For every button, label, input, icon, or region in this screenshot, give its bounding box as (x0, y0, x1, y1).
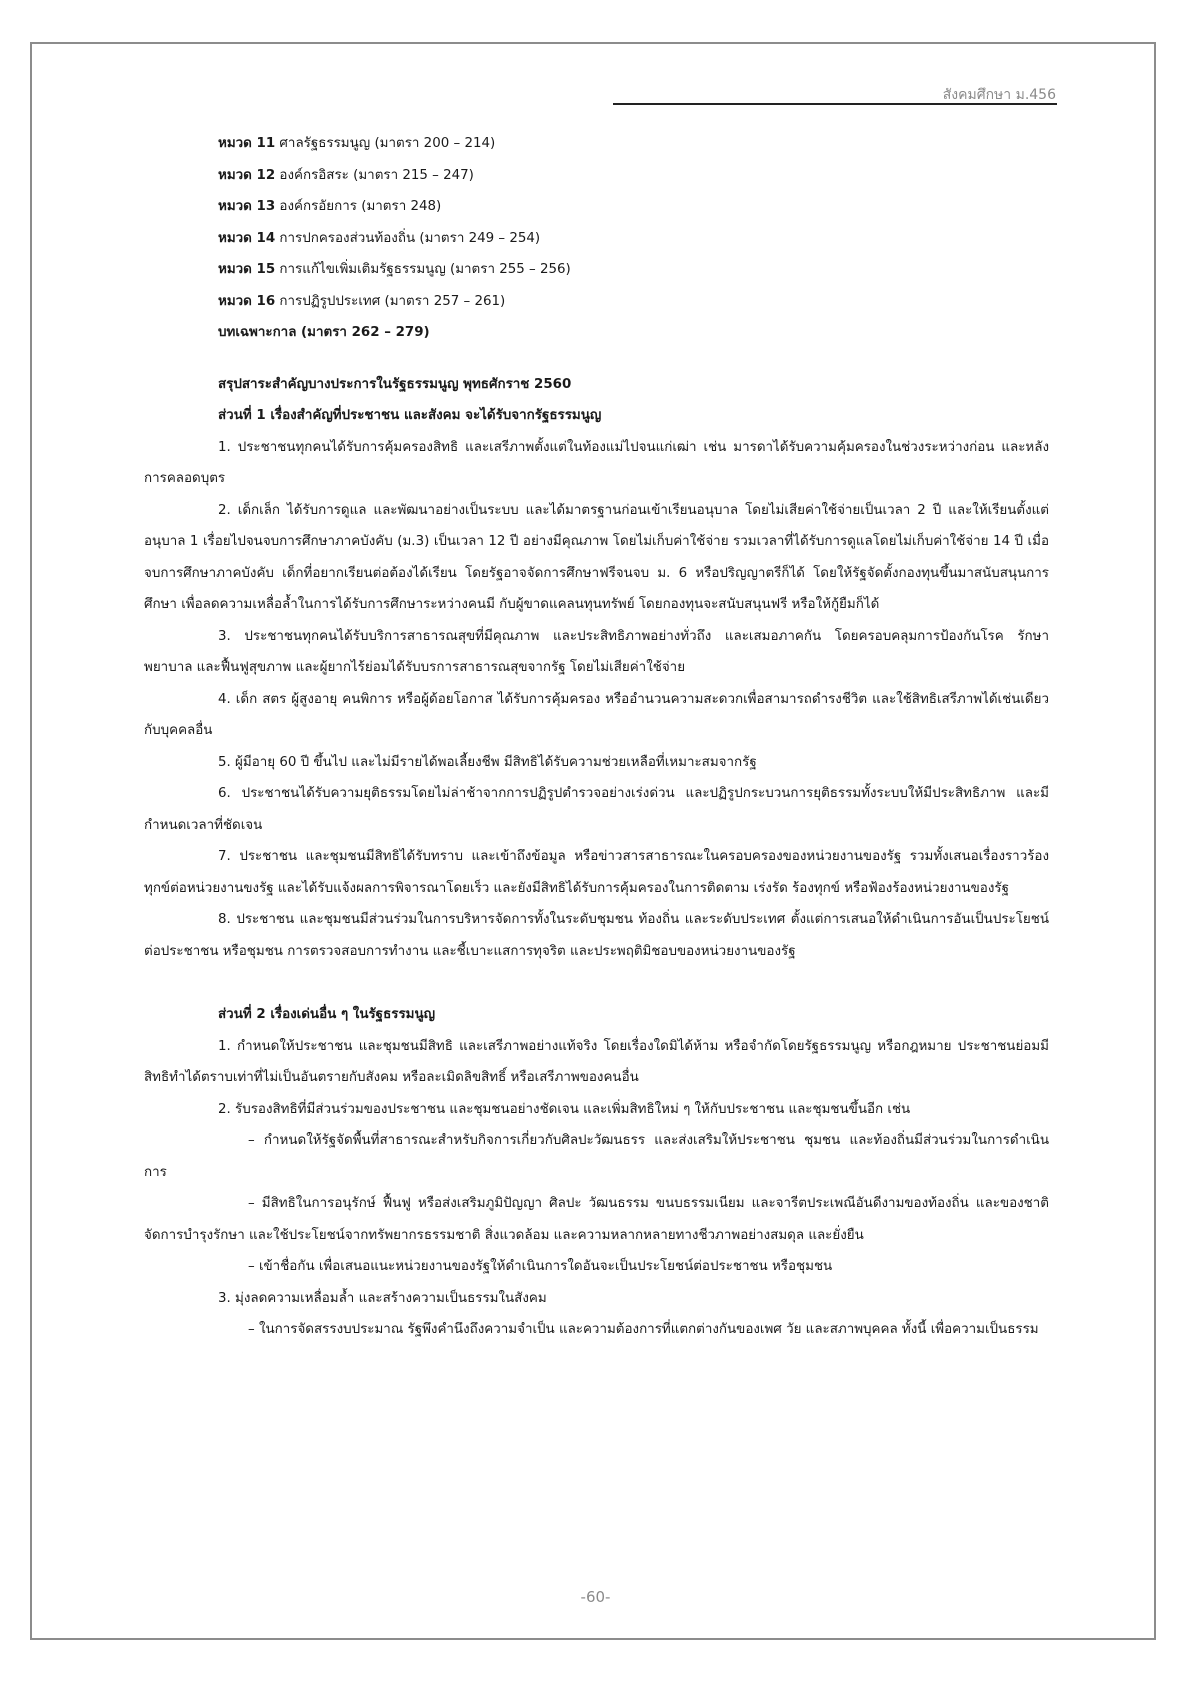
part2-item: 1. กำหนดให้ประชาชน และชุมชนมีสิทธิ และเสรีภาพอย่างแท้จริง โดยเรื่องใดมิได้ห้าม หรือจำกัดโดยรัฐธรรมนูญ หรือกฎหมาย ประชาชนย่อมมีสิทธิทำได้ตราบเท่าที่ไม่เป็นอันตรายกับสังคม หรือละเมิดลิขสิทธิ์ หรือเสรีภาพของคนอื่น (144, 1038, 1049, 1085)
part1-item: 2. เด็กเล็ก ได้รับการดูแล และพัฒนาอย่างเป็นระบบ และได้มาตรฐานก่อนเข้าเรียนอนุบาล โดยไม่เสียค่าใช้จ่ายเป็นเวลา 2 ปี และให้เรียนตั้งแต่อนุบาล 1 เรื่อยไปจนจบการศึกษาภาคบังคับ (ม.3) เป็นเวลา 12 ปี อย่างมีคุณภาพ โดยไม่เก็บค่าใช้จ่าย รวมเวลาที่ได้รับการดูแลโดยไม่เก็บค่าใช้จ่าย 14 ปี เมื่อจบการศึกษาภาคบังคับ เด็กที่อยากเรียนต่อต้องได้เรียน โดยรัฐอาจจัดการศึกษาฟรีจนจบ ม. 6 หรือปริญญาตรีก็ได้ โดยให้รัฐจัดตั้งกองทุนขึ้นมาสนับสนุนการศึกษา เพื่อลดความเหลื่อล้ำในการได้รับการศึกษาระหว่างคนมี กับผู้ขาดแคลนทุนทรัพย์ โดยกองทุนจะสนับสนุนฟรี หรือให้กู้ยืมก็ได้ (144, 502, 1049, 612)
part2-subitem: – กำหนดให้รัฐจัดพื้นที่สาธารณะสำหรับกิจการเกี่ยวกับศิลปะวัฒนธรร และส่งเสริมให้ประชาชน ชุมชน และท้องถิ่นมีส่วนร่วมในการดำเนินการ (144, 1133, 1049, 1180)
transitory-provisions: บทเฉพาะกาล (มาตรา 262 – 279) (218, 325, 430, 340)
header-rule (613, 103, 1057, 105)
part2-subitem: – ในการจัดสรรงบประมาณ รัฐพึงคำนึงถึงความจำเป็น และความต้องการที่แตกต่างกันของเพศ วัย และสภาพบุคคล ทั้งนี้ เพื่อความเป็นธรรม (248, 1322, 1039, 1337)
chapter-text: องค์กรอัยการ (มาตรา 248) (275, 199, 442, 214)
chapter-label: หมวด 12 (218, 167, 276, 183)
summary-title: สรุปสาระสำคัญบางประการในรัฐธรรมนูญ พุทธศักราช 2560 (218, 376, 572, 392)
part1-item: 3. ประชาชนทุกคนได้รับบริการสาธารณสุขที่มีคุณภาพ และประสิทธิภาพอย่างทั่วถึง และเสมอภาคกัน โดยครอบคลุมการป้องกันโรค รักษาพยาบาล และฟื้นฟูสุขภาพ และผู้ยากไร้ย่อมได้รับบรการสาธารณสุขจากรัฐ โดยไม่เสียค่าใช้จ่าย (144, 628, 1049, 675)
part1-item: 6. ประชาชนได้รับความยุติธรรมโดยไม่ล่าช้าจากการปฏิรูปตำรวจอย่างเร่งด่วน และปฏิรูปกระบวนการยุติธรรมทั้งระบบให้มีประสิทธิภาพ และมีกำหนดเวลาที่ชัดเจน (144, 786, 1049, 833)
chapter-line (144, 223, 1049, 255)
chapter-label: หมวด 16 (218, 293, 276, 309)
chapter-label: หมวด 13 (218, 199, 276, 214)
chapter-label: หมวด 11 (218, 136, 276, 151)
page-number: -60- (580, 1588, 611, 1606)
chapter-text: การปฏิรูปประเทศ (มาตรา 257 – 261) (275, 293, 506, 309)
part1-title: ส่วนที่ 1 เรื่องสำคัญที่ประชาชน และสังคม จะได้รับจากรัฐธรรมนูญ (218, 408, 602, 423)
part2-title: ส่วนที่ 2 เรื่องเด่นอื่น ๆ ในรัฐธรรมนูญ (218, 1007, 436, 1022)
chapter-text: องค์กรอิสระ (มาตรา 215 – 247) (275, 167, 474, 183)
part2-item: 2. รับรองสิทธิที่มีส่วนร่วมของประชาชน และชุมชนอย่างชัดเจน และเพิ่มสิทธิใหม่ ๆ ให้กับประชาชน และชุมชนขึ้นอีก เช่น (218, 1101, 911, 1117)
part2-subitem: – เข้าชื่อกัน เพื่อเสนอแนะหน่วยงานของรัฐให้ดำเนินการใดอันจะเป็นประโยชน์ต่อประชาชน หรือชุมชน (248, 1259, 833, 1274)
part2-item: 3. มุ่งลดความเหลื่อมล้ำ และสร้างความเป็นธรรมในสังคม (218, 1290, 547, 1306)
part1-item: 8. ประชาชน และชุมชนมีส่วนร่วมในการบริหารจัดการทั้งในระดับชุมชน ท้องถิ่น และระดับประเทศ ตั้งแต่การเสนอให้ดำเนินการอันเป็นประโยชน์ต่อประชาชน หรือชุมชน การตรวจสอบการทำงาน และชี้เบาะแสการทุจริต และประพฤติมิชอบของหน่วยงานของรัฐ (144, 912, 1049, 959)
chapter-line (144, 160, 1049, 192)
part2-subitem: – มีสิทธิในการอนุรักษ์ ฟื้นฟู หรือส่งเสริมภูมิปัญญา ศิลปะ วัฒนธรรม ขนบธรรมเนียม และจารีตประเพณีอันดีงามของท้องถิ่น และของชาติ จัดการบำรุงรักษา และใช้ประโยชน์จากทรัพยากรธรรมชาติ สิ่งแวดล้อม และความหลากหลายทางชีวภาพอย่างสมดุล และยั่งยืน (144, 1196, 1049, 1243)
part1-item: 5. ผู้มีอายุ 60 ปี ขึ้นไป และไม่มีรายได้พอเลี้ยงชีพ มีสิทธิได้รับความช่วยเหลือที่เหมาะสมจากรัฐ (218, 754, 757, 770)
chapter-label: หมวด 14 (218, 230, 276, 246)
chapter-line (144, 254, 1049, 286)
chapter-text: การแก้ไขเพิ่มเติมรัฐธรรมนูญ (มาตรา 255 – 256) (275, 262, 571, 277)
part1-item: 7. ประชาชน และชุมชนมีสิทธิได้รับทราบ และเข้าถึงข้อมูล หรือข่าวสารสาธารณะในครอบครองของหน่วยงานของรัฐ รวมทั้งเสนอเรื่องราวร้องทุกข์ต่อหน่วยงานขงรัฐ และได้รับแจ้งผลการพิจารณาโดยเร็ว และยังมีสิทธิได้รับการคุ้มครองในการติดตาม เร่งรัด ร้องทุกข์ หรือฟ้องร้องหน่วยงานของรัฐ (144, 849, 1049, 896)
part1-item: 4. เด็ก สตร ผู้สูงอายุ คนพิการ หรือผู้ด้อยโอกาส ได้รับการคุ้มครอง หรืออำนวนความสะดวกเพื่อสามารถดำรงชีวิต และใช้สิทธิเสรีภาพได้เช่นเดียวกับบุคคลอื่น (144, 691, 1049, 738)
chapter-label: หมวด 15 (218, 262, 276, 277)
chapter-text: ศาลรัฐธรรมนูญ (มาตรา 200 – 214) (275, 136, 496, 151)
document-body (144, 128, 1049, 1346)
chapter-text: การปกครองส่วนท้องถิ่น (มาตรา 249 – 254) (275, 230, 541, 246)
chapter-line (144, 191, 1049, 223)
part1-item: 1. ประชาชนทุกคนได้รับการคุ้มครองสิทธิ และเสรีภาพตั้งแต่ในท้องแม่ไปจนแก่เฒ่า เช่น มารดาได้รับความคุ้มครองในช่วงระหว่างก่อน และหลังการคลอดบุตร (144, 439, 1049, 486)
chapter-line (144, 286, 1049, 318)
running-header: สังคมศึกษา ม.456 (942, 87, 1056, 103)
chapter-line (144, 128, 1049, 160)
